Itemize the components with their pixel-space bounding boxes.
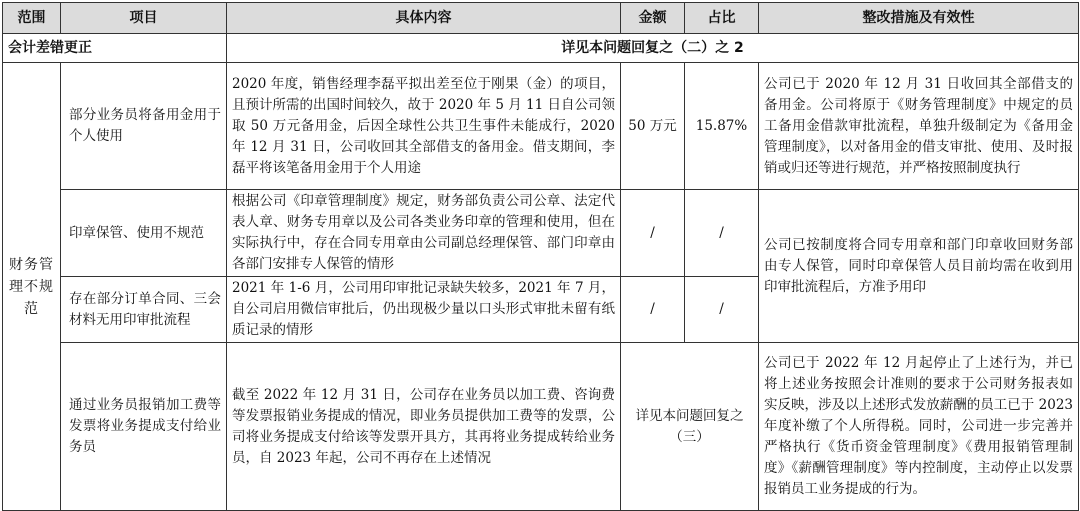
row-amount: / [621,190,685,277]
header-scope: 范围 [3,3,61,34]
row-content: 截至 2022 年 12 月 31 日，公司存在业务员以加工费、咨询费等发票报销业务提成的情况，即业务员提供加工费等的发票，公司将业务提成支付给该等发票开具方，其再将业务提成转给业务员，自 2023 年起，公司不再存在上述情况 [227,343,621,511]
row-content: 2020 年度，销售经理李磊平拟出差至位于刚果（金）的项目，且预计所需的出国时间较久，故于 2020 年 5 月 11 日自公司领取 50 万元备用金，后因全球性公共卫生事件未能成行，2020 年 12 月 31 日，公司收回其全部借支的备用金。借支期间，李磊平将该笔备用金用于个人用途 [227,63,621,190]
row-ratio: / [685,277,759,343]
row-ratio: 15.87% [685,63,759,190]
header-content: 具体内容 [227,3,621,34]
section-accounting-row [3,34,1079,63]
table-row [3,343,1079,511]
table-header-row [3,3,1079,34]
row-item: 存在部分订单合同、三会材料无用印审批流程 [61,277,227,343]
header-measures: 整改措施及有效性 [759,3,1079,34]
row-measures: 公司已按制度将合同专用章和部门印章收回财务部由专人保管，同时印章保管人员目前均需在收到用印审批流程后，方准予用印 [759,190,1079,343]
section-accounting-detail: 详见本问题回复之（二）之 2 [227,34,1079,63]
rectification-table [2,2,1079,511]
section-finance-scope: 财务管理不规范 [3,63,61,511]
row-item: 印章保管、使用不规范 [61,190,227,277]
row-content: 2021 年 1-6 月，公司用印审批记录缺失较多，2021 年 7 月，自公司启用微信审批后，仍出现极少量以口头形式审批未留有纸质记录的情形 [227,277,621,343]
section-accounting-scope: 会计差错更正 [3,34,227,63]
row-amount: / [621,277,685,343]
header-ratio: 占比 [685,3,759,34]
row-measures: 公司已于 2020 年 12 月 31 日收回其全部借支的备用金。公司将原于《财务管理制度》中规定的员工备用金借款审批流程，单独升级制定为《备用金管理制度》，以对备用金的借支审批、使用、及时报销或归还等进行规范，并严格按照制度执行 [759,63,1079,190]
row-measures: 公司已于 2022 年 12 月起停止了上述行为，并已将上述业务按照会计准则的要求于公司财务报表如实反映，涉及以上述形式发放薪酬的员工已于 2023 年度补缴了个人所得税。同时，公司进一步完善并严格执行《货币资金管理制度》《费用报销管理制度》《薪酬管理制度》等内控制度，主动停止以发票报销员工业务提成的行为。 [759,343,1079,511]
row-item: 部分业务员将备用金用于个人使用 [61,63,227,190]
row-content: 根据公司《印章管理制度》规定，财务部负责公司公章、法定代表人章、财务专用章以及公司各类业务印章的管理和使用，但在实际执行中，存在合同专用章由公司副总经理保管、部门印章由各部门安排专人保管的情形 [227,190,621,277]
table-row [3,190,1079,277]
row-item: 通过业务员报销加工费等发票将业务提成支付给业务员 [61,343,227,511]
header-item: 项目 [61,3,227,34]
table-row [3,63,1079,190]
row-amount-ratio: 详见本问题回复之（三） [621,343,759,511]
row-ratio: / [685,190,759,277]
header-amount: 金额 [621,3,685,34]
row-amount: 50 万元 [621,63,685,190]
